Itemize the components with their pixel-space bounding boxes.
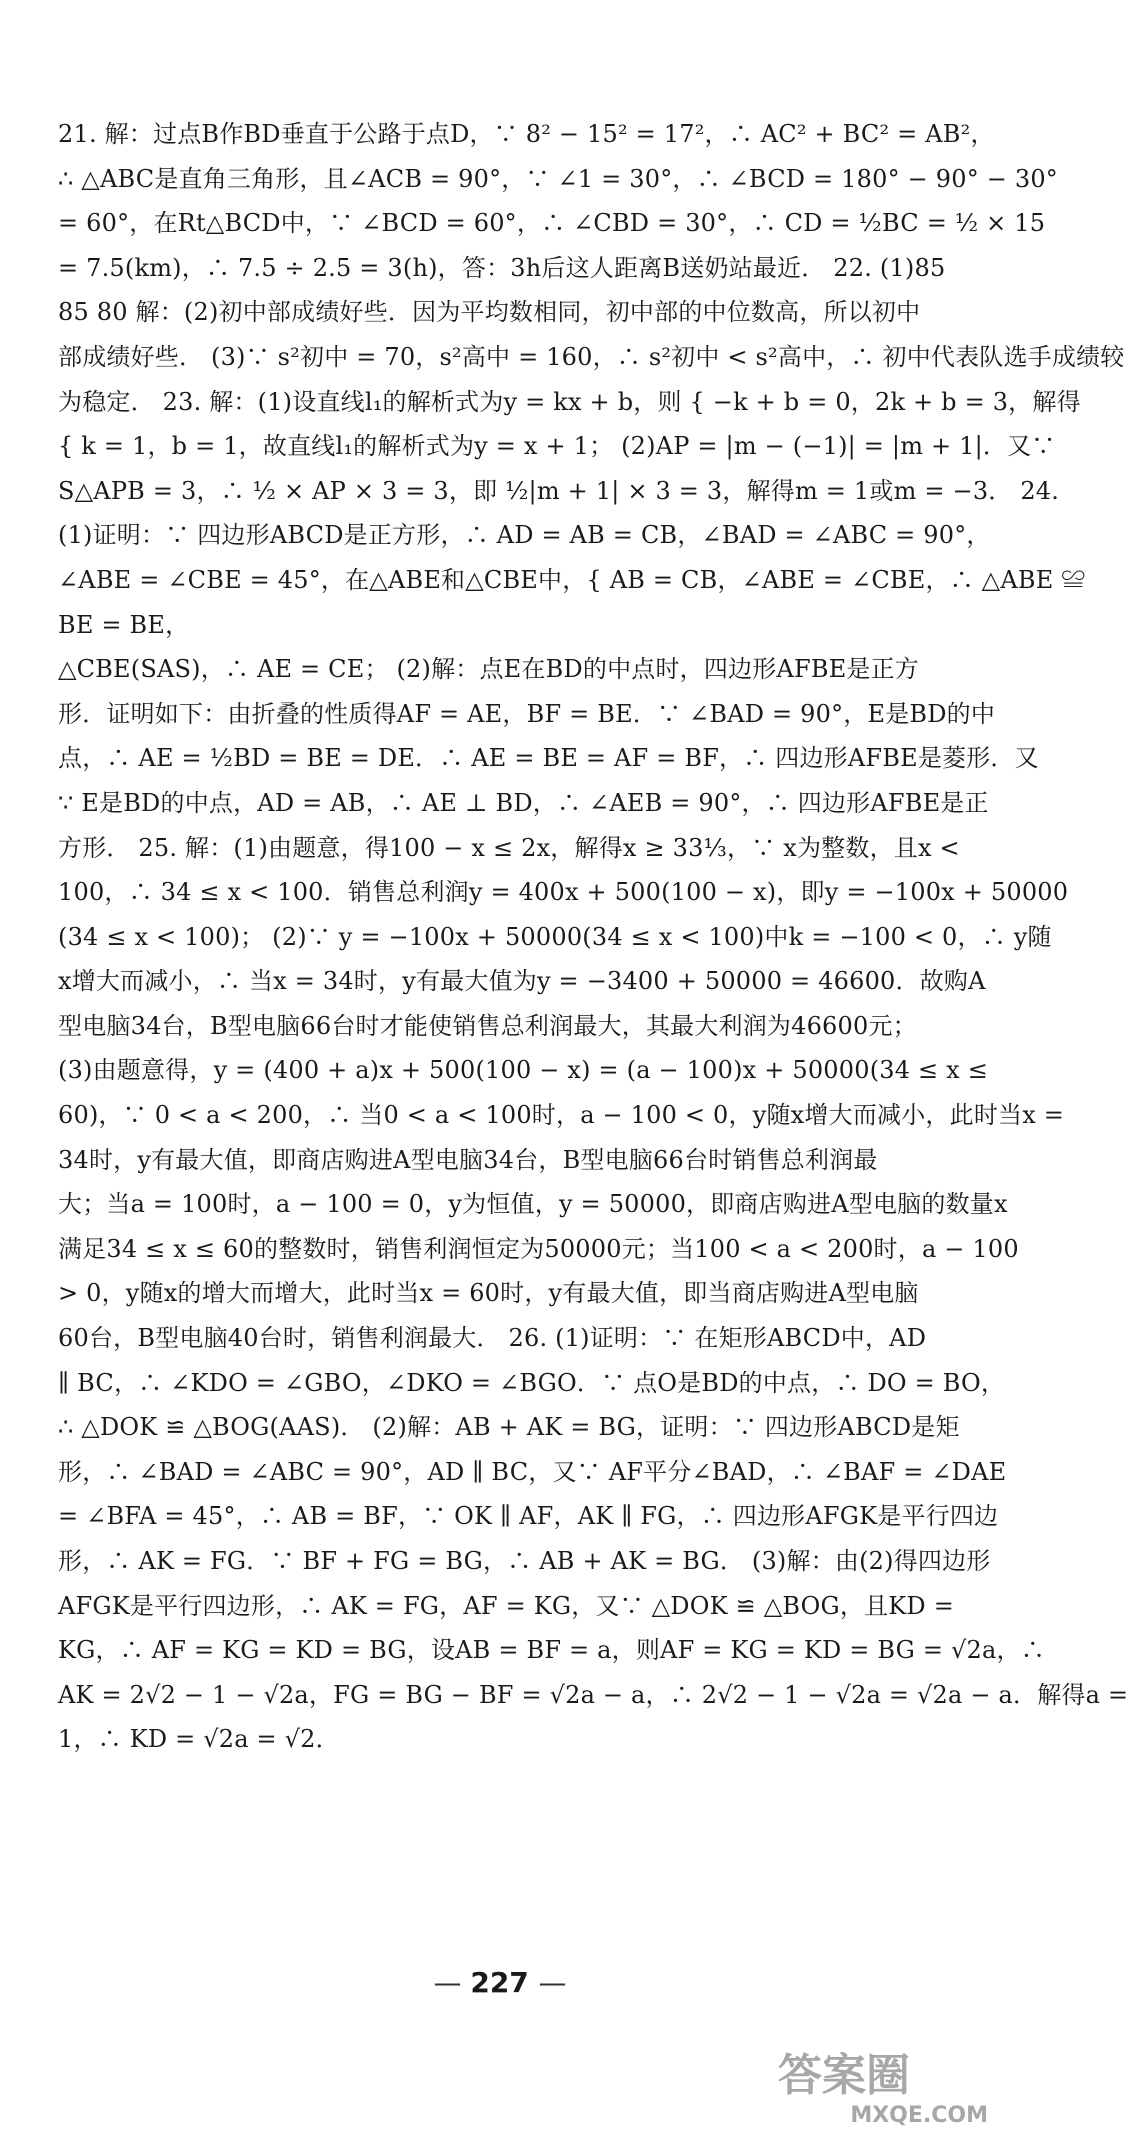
text-line: 100，∴ 34 ≤ x < 100．销售总利润y = 400x + 500(100 − x)，即y = −100x + 50000	[58, 878, 1069, 907]
watermark-text: 答案圈	[778, 2050, 910, 2101]
text-line: = 60°，在Rt△BCD中，∵ ∠BCD = 60°，∴ ∠CBD = 30°，∴ CD = ½BC = ½ × 15	[58, 209, 1046, 238]
text-line: (1)证明：∵ 四边形ABCD是正方形，∴ AD = AB = CB，∠BAD = ∠ABC = 90°，	[58, 521, 991, 550]
text-line: ∠ABE = ∠CBE = 45°，在△ABE和△CBE中，{ AB = CB，∠ABE = ∠CBE，∴ △ABE ≌	[58, 565, 1086, 594]
text-line: (34 ≤ x < 100)； (2)∵ y = −100x + 50000(34 ≤ x < 100)中k = −100 < 0，∴ y随	[58, 922, 1052, 951]
footer-dash-left: —	[433, 1966, 471, 1999]
text-line: = ∠BFA = 45°，∴ AB = BF，∵ OK ∥ AF，AK ∥ FG，∴ 四边形AFGK是平行四边	[58, 1502, 999, 1531]
text-line: ∥ BC，∴ ∠KDO = ∠GBO，∠DKO = ∠BGO．∵ 点O是BD的中点，∴ DO = BO，	[58, 1368, 1006, 1397]
text-line: ∴ △DOK ≌ △BOG(AAS)． (2)解：AB + AK = BG，证明：∵ 四边形ABCD是矩	[58, 1413, 960, 1442]
text-line: > 0，y随x的增大而增大，此时当x = 60时，y有最大值，即当商店购进A型电脑	[58, 1279, 919, 1308]
text-line: 34时，y有最大值，即商店购进A型电脑34台，B型电脑66台时销售总利润最	[58, 1145, 878, 1174]
text-line: S△APB = 3，∴ ½ × AP × 3 = 3，即 ½|m + 1| × 3 = 3，解得m = 1或m = −3． 24.	[58, 476, 1060, 505]
text-line: △CBE(SAS)，∴ AE = CE； (2)解：点E在BD的中点时，四边形AFBE是正方	[58, 655, 920, 684]
text-line: 60台，B型电脑40台时，销售利润最大． 26. (1)证明：∵ 在矩形ABCD中，AD	[58, 1324, 927, 1353]
text-line: KG，∴ AF = KG = KD = BG，设AB = BF = a，则AF = KG = KD = BG = √2a，∴	[58, 1636, 1045, 1665]
watermark-logo	[778, 2039, 988, 2128]
text-line: 方形． 25. 解：(1)由题意，得100 − x ≤ 2x，解得x ≥ 33⅓，∵ x为整数，且x <	[58, 833, 960, 862]
text-line: = 7.5(km)，∴ 7.5 ÷ 2.5 = 3(h)，答：3h后这人距离B送奶站最近． 22. (1)85	[58, 253, 946, 282]
text-line: 形．证明如下：由折叠的性质得AF = AE，BF = BE．∵ ∠BAD = 90°，E是BD的中	[58, 699, 996, 728]
text-line: 点，∴ AE = ½BD = BE = DE．∴ AE = BE = AF = BF，∴ 四边形AFBE是菱形．又	[58, 744, 1039, 773]
text-line: 为稳定． 23. 解：(1)设直线l₁的解析式为y = kx + b，则 { −k + b = 0，2k + b = 3，解得	[58, 387, 1081, 416]
text-line: ∵ E是BD的中点，AD = AB，∴ AE ⊥ BD，∴ ∠AEB = 90°，∴ 四边形AFBE是正	[58, 788, 989, 817]
text-line: 部成绩好些． (3)∵ s²初中 = 70，s²高中 = 160，∴ s²初中 < s²高中，∴ 初中代表队选手成绩较	[58, 342, 1125, 371]
text-line: (3)由题意得，y = (400 + a)x + 500(100 − x) = (a − 100)x + 50000(34 ≤ x ≤	[58, 1056, 989, 1085]
text-line: 满足34 ≤ x ≤ 60的整数时，销售利润恒定为50000元；当100 < a < 200时，a − 100	[58, 1234, 1019, 1263]
text-line: AK = 2√2 − 1 − √2a，FG = BG − BF = √2a − a，∴ 2√2 − 1 − √2a = √2a − a．解得a =	[58, 1680, 1128, 1709]
text-line: 1，∴ KD = √2a = √2．	[58, 1725, 340, 1754]
watermark-url: MXQE.COM	[850, 2103, 988, 2128]
text-line: 形，∴ AK = FG．∵ BF + FG = BG，∴ AB + AK = BG． (3)解：由(2)得四边形	[58, 1547, 991, 1575]
text-line: 60)，∵ 0 < a < 200，∴ 当0 < a < 100时，a − 100 < 0，y随x增大而减小，此时当x =	[58, 1101, 1065, 1130]
text-line: ∴ △ABC是直角三角形，且∠ACB = 90°，∵ ∠1 = 30°，∴ ∠BCD = 180° − 90° − 30°	[58, 164, 1059, 193]
text-line: { k = 1，b = 1，故直线l₁的解析式为y = x + 1； (2)AP = |m − (−1)| = |m + 1|．又∵	[58, 432, 1056, 461]
text-line: x增大而减小，∴ 当x = 34时，y有最大值为y = −3400 + 50000 = 46600．故购A	[58, 967, 986, 996]
text-line: AFGK是平行四边形，∴ AK = FG，AF = KG，又∵ △DOK ≌ △BOG，且KD =	[58, 1591, 955, 1620]
text-line: 21. 解：过点B作BD垂直于公路于点D，∵ 8² − 15² = 17²，∴ AC² + BC² = AB²，	[58, 120, 995, 148]
text-line: 大；当a = 100时，a − 100 = 0，y为恒值，y = 50000，即商店购进A型电脑的数量x	[58, 1190, 1008, 1219]
text-line: 形，∴ ∠BAD = ∠ABC = 90°，AD ∥ BC，又∵ AF平分∠BAD，∴ ∠BAF = ∠DAE	[58, 1457, 1007, 1486]
text-line: BE = BE，	[58, 610, 190, 639]
text-line: 85 80 解：(2)初中部成绩好些．因为平均数相同，初中部的中位数高，所以初中	[58, 298, 921, 327]
footer-dash-right: —	[538, 1966, 567, 1999]
page-footer	[0, 1966, 1000, 1999]
text-line: 型电脑34台，B型电脑66台时才能使销售总利润最大，其最大利润为46600元；	[58, 1011, 917, 1040]
answer-text	[58, 112, 1128, 1762]
page-number: 227	[470, 1966, 529, 1999]
